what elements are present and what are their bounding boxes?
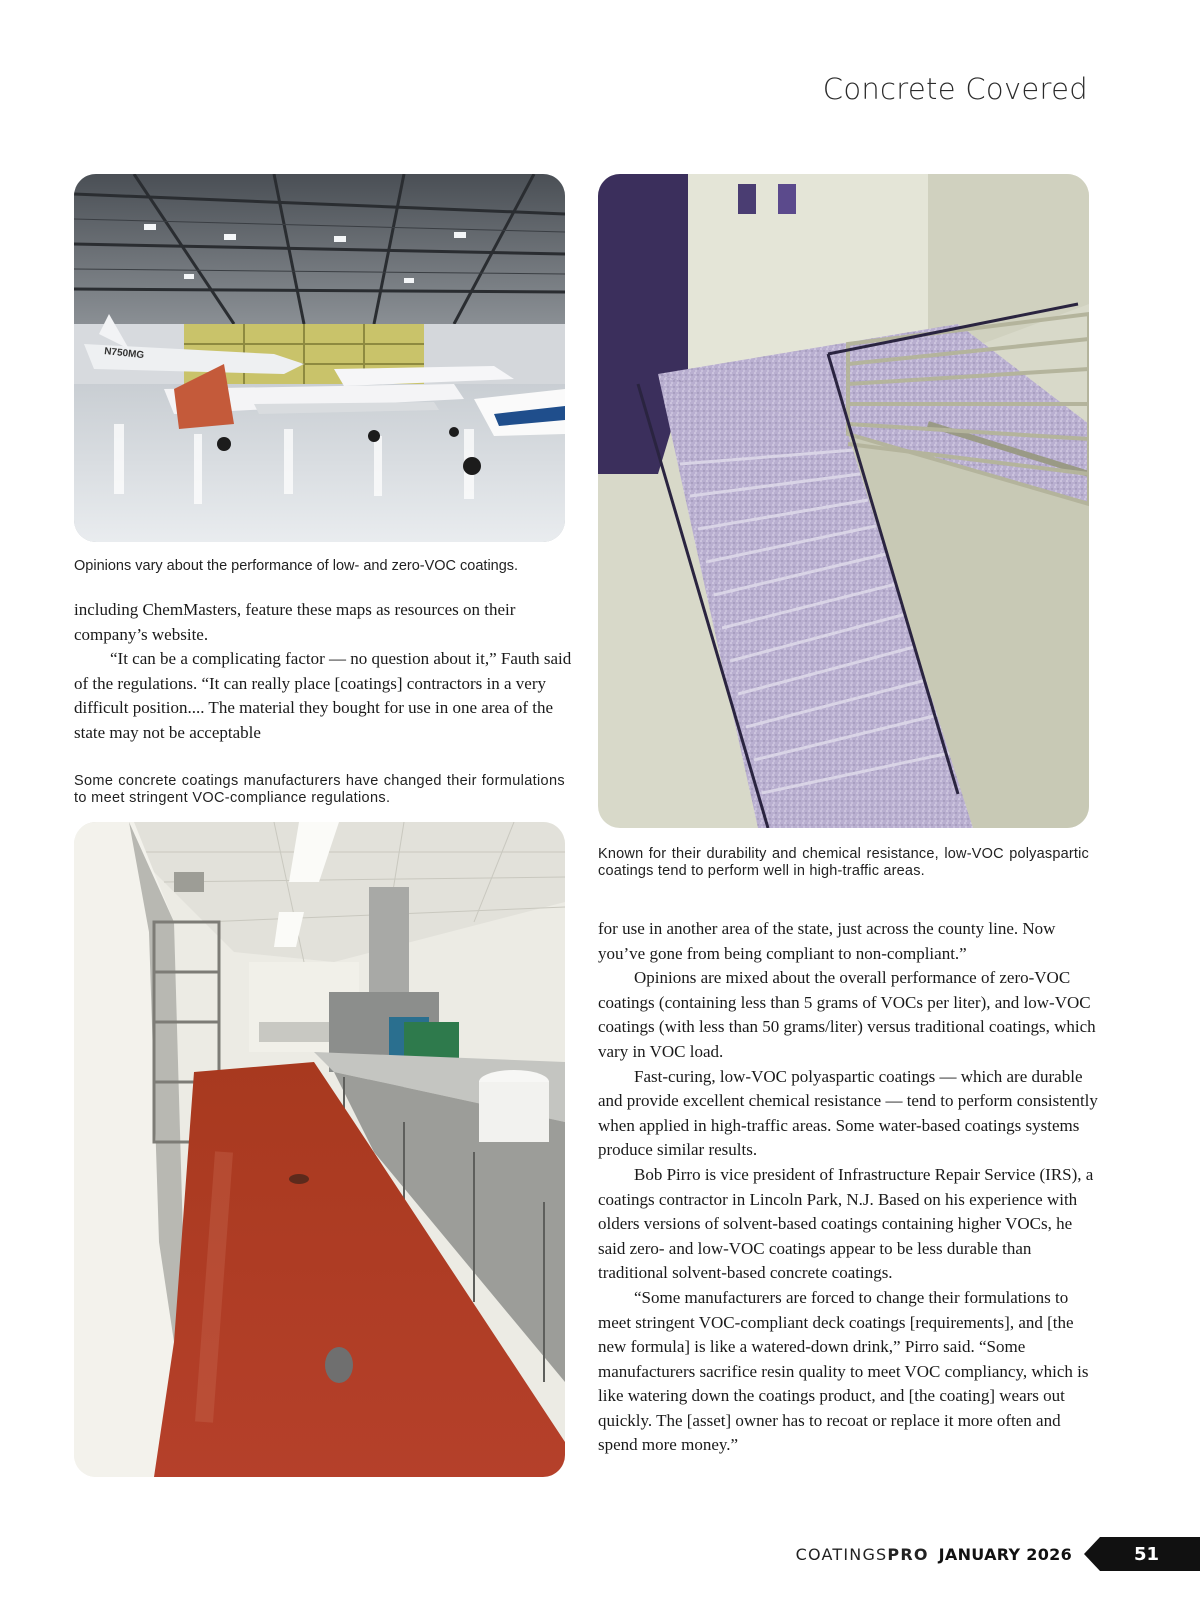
article-paragraph: including ChemMasters, feature these maps as resources on their company’s website. — [74, 600, 516, 644]
stairwell-illustration — [598, 174, 1089, 828]
article-paragraph: for use in another area of the state, just across the county line. Now you’ve gone from being compliant to non-compliant.” — [598, 919, 1056, 963]
article-left-column — [74, 598, 574, 746]
aircraft-registration: N750MG — [103, 346, 145, 362]
issue-date: JANUARY 2026 — [938, 1544, 1072, 1564]
publication-name-light: COATINGS — [795, 1544, 888, 1564]
kitchen-caption: Some concrete coatings manufacturers have changed their formulations to meet stringent VOC-compliance regulations. — [74, 773, 565, 806]
article-paragraph: “It can be a complicating factor — no question about it,” Fauth said of the regulations. “It can really place [coatings] contractors in a very difficult position.... The material they bought for use in one area of the state may not be acceptable — [74, 649, 572, 742]
article-right-column — [598, 917, 1103, 1458]
page-number: 51 — [1100, 1537, 1200, 1571]
article-paragraph: Opinions are mixed about the overall performance of zero-VOC coatings (containing less than 5 grams of VOCs per liter), and low-VOC coatings (with less than 50 grams/liter) versus traditional coatings, which vary in VOC load. — [598, 968, 1096, 1061]
stairwell-caption: Known for their durability and chemical resistance, low-VOC polyaspartic coatings tend to perform well in high-traffic areas. — [598, 846, 1089, 879]
section-title: Concrete Covered — [822, 72, 1088, 106]
article-paragraph: “Some manufacturers are forced to change their formulations to meet stringent VOC-compliant deck coatings [requirements], and [the new formula] is like a watered-down drink,” Pirro said. “Some manufacturers sacrifice resin quality to meet VOC compliancy, which is like watering down the coatings product, and [the coating] wears out quickly. The [asset] owner has to recoat or replace it more often and spend more money.” — [598, 1287, 1089, 1455]
page-footer — [796, 1537, 1200, 1571]
publication-name — [796, 1545, 929, 1564]
publication-name-bold: PRO — [887, 1544, 929, 1564]
article-paragraph: Bob Pirro is vice president of Infrastructure Repair Service (IRS), a coatings contractor in Lincoln Park, N.J. Based on his experience with olders versions of solvent-based coatings containing higher VOCs, he said zero- and low-VOC coatings appear to be less durable than traditional solvent-based concrete coatings. — [598, 1164, 1094, 1283]
stairwell-photo — [598, 174, 1089, 828]
hangar-caption: Opinions vary about the performance of low- and zero-VOC coatings. — [74, 558, 519, 574]
hangar-illustration — [74, 174, 565, 542]
article-paragraph: Fast-curing, low-VOC polyaspartic coatings — which are durable and provide excellent chemical resistance — tend to perform consistently when applied in high-traffic areas. Some water-based coatings systems produce similar results. — [598, 1066, 1098, 1160]
kitchen-photo — [74, 822, 565, 1477]
hangar-photo — [74, 174, 565, 542]
kitchen-illustration — [74, 822, 565, 1477]
